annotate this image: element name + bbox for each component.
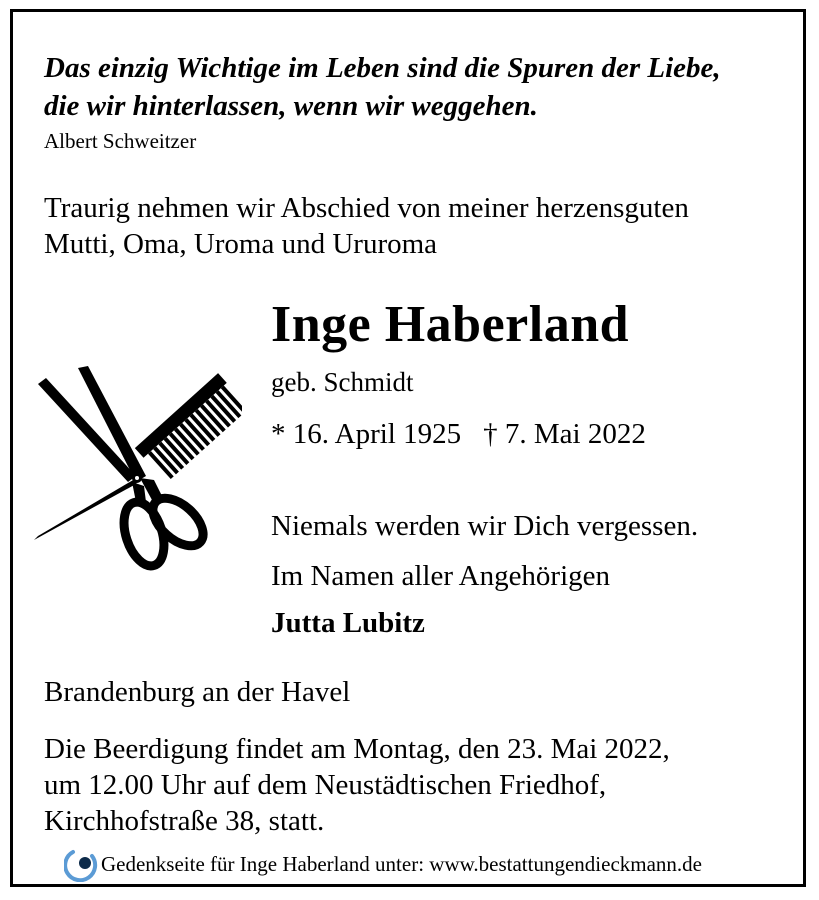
signer-name: Jutta Lubitz (271, 607, 425, 639)
quote-author: Albert Schweitzer (44, 129, 197, 153)
funeral-line-1: Die Beerdigung findet am Montag, den 23. Mai 2022, (44, 733, 670, 765)
funeral-info (44, 731, 670, 839)
funeral-line-2: um 12.00 Uhr auf dem Neustädtischen Friedhof, (44, 769, 607, 801)
scissors-and-comb-icon (32, 340, 242, 580)
intro-line-1: Traurig nehmen wir Abschied von meiner herzensguten (44, 192, 689, 224)
life-dates (271, 418, 646, 451)
memorial-logo-icon (64, 848, 98, 882)
on-behalf-text: Im Namen aller Angehörigen (271, 560, 611, 592)
place-text: Brandenburg an der Havel (44, 676, 351, 708)
funeral-line-3: Kirchhofstraße 38, statt. (44, 805, 325, 837)
birth-date: * 16. April 1925 (271, 418, 462, 450)
maiden-name: geb. Schmidt (271, 367, 414, 397)
memorial-page-link[interactable]: Gedenkseite für Inge Haberland unter: www.bestattungendieckmann.de (101, 852, 703, 876)
deceased-name: Inge Haberland (271, 296, 630, 353)
death-date: † 7. Mai 2022 (483, 418, 646, 450)
intro-line-2: Mutti, Oma, Uroma und Ururoma (44, 228, 438, 260)
quote-line-2: die wir hinterlassen, wenn wir weggehen. (44, 90, 538, 122)
farewell-text: Niemals werden wir Dich vergessen. (271, 510, 699, 542)
quote-line-1: Das einzig Wichtige im Leben sind die Spuren der Liebe, (44, 52, 721, 84)
quote (44, 49, 721, 125)
intro-text (44, 190, 689, 262)
